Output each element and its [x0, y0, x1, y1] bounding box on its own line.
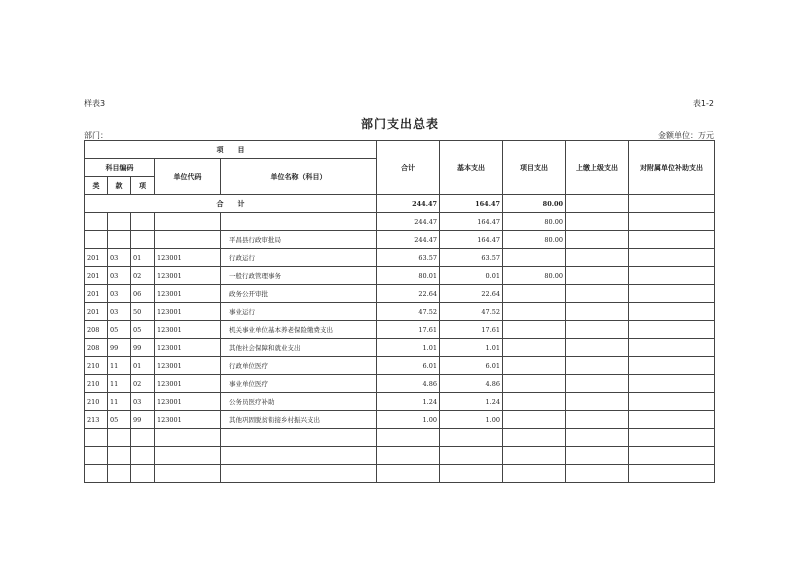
cell-total	[377, 429, 440, 447]
header-project: 项目支出	[503, 141, 566, 195]
cell-xiang: 02	[131, 375, 155, 393]
cell-subsidy	[629, 339, 715, 357]
cell-subsidy	[629, 231, 715, 249]
cell-subsidy	[629, 285, 715, 303]
cell-xiang: 99	[131, 411, 155, 429]
cell-unit-name	[221, 465, 377, 483]
cell-subsidy	[629, 267, 715, 285]
header-subject-code: 科目编码	[85, 159, 155, 177]
cell-subsidy	[629, 465, 715, 483]
cell-project	[503, 411, 566, 429]
cell-subsidy	[629, 321, 715, 339]
department-label: 部门：	[84, 131, 108, 140]
cell-total: 1.00	[377, 411, 440, 429]
cell-basic: 63.57	[440, 249, 503, 267]
cell-total	[377, 447, 440, 465]
table-header	[85, 141, 715, 195]
cell-xiang: 06	[131, 285, 155, 303]
cell-unit-code: 123001	[155, 411, 221, 429]
cell-unit-code	[155, 231, 221, 249]
table-row	[85, 267, 715, 285]
table-body	[85, 195, 715, 483]
cell-total	[377, 465, 440, 483]
cell-subsidy	[629, 429, 715, 447]
cell-total: 1.24	[377, 393, 440, 411]
cell-upper	[566, 249, 629, 267]
table-row	[85, 393, 715, 411]
table-row	[85, 411, 715, 429]
cell-upper	[566, 375, 629, 393]
cell-project	[503, 357, 566, 375]
cell-project: 80.00	[503, 213, 566, 231]
header-unit-code: 单位代码	[155, 159, 221, 195]
cell-basic: 0.01	[440, 267, 503, 285]
cell-kuan: 05	[108, 411, 131, 429]
cell-total: 4.86	[377, 375, 440, 393]
table-row	[85, 465, 715, 483]
cell-lei: 201	[85, 303, 108, 321]
cell-lei: 201	[85, 285, 108, 303]
table-row	[85, 285, 715, 303]
cell-lei: 210	[85, 393, 108, 411]
cell-total: 244.47	[377, 213, 440, 231]
cell-unit-name: 公务员医疗补助	[221, 393, 377, 411]
cell-unit-code	[155, 213, 221, 231]
cell-upper	[566, 267, 629, 285]
cell-project	[503, 429, 566, 447]
cell-basic	[440, 465, 503, 483]
cell-total: 17.61	[377, 321, 440, 339]
cell-unit-code: 123001	[155, 303, 221, 321]
cell-unit-name: 其他社会保障和就业支出	[221, 339, 377, 357]
cell-kuan	[108, 429, 131, 447]
cell-basic	[440, 447, 503, 465]
cell-xiang: 05	[131, 321, 155, 339]
cell-subsidy	[629, 357, 715, 375]
cell-total: 80.01	[377, 267, 440, 285]
cell-kuan: 05	[108, 321, 131, 339]
cell-lei	[85, 213, 108, 231]
total-row	[85, 195, 715, 213]
cell-upper	[566, 339, 629, 357]
total-cell-total: 244.47	[377, 195, 440, 213]
cell-kuan: 11	[108, 357, 131, 375]
cell-lei	[85, 447, 108, 465]
cell-kuan: 03	[108, 249, 131, 267]
cell-unit-name	[221, 447, 377, 465]
cell-total: 244.47	[377, 231, 440, 249]
cell-basic: 164.47	[440, 213, 503, 231]
cell-unit-name: 事业单位医疗	[221, 375, 377, 393]
cell-kuan	[108, 447, 131, 465]
cell-project: 80.00	[503, 267, 566, 285]
cell-upper	[566, 213, 629, 231]
cell-total: 47.52	[377, 303, 440, 321]
cell-upper	[566, 357, 629, 375]
header-lei: 类	[85, 177, 108, 195]
cell-kuan: 03	[108, 267, 131, 285]
cell-project	[503, 465, 566, 483]
cell-unit-code: 123001	[155, 339, 221, 357]
cell-unit-name	[221, 213, 377, 231]
table-number-label: 表1-2	[692, 99, 714, 108]
cell-total: 63.57	[377, 249, 440, 267]
cell-unit-code: 123001	[155, 393, 221, 411]
table-row	[85, 231, 715, 249]
cell-xiang	[131, 447, 155, 465]
cell-lei: 213	[85, 411, 108, 429]
cell-unit-name: 事业运行	[221, 303, 377, 321]
cell-subsidy	[629, 213, 715, 231]
header-upper: 上缴上级支出	[566, 141, 629, 195]
cell-lei	[85, 429, 108, 447]
cell-basic: 4.86	[440, 375, 503, 393]
cell-xiang	[131, 465, 155, 483]
cell-kuan: 03	[108, 303, 131, 321]
cell-lei: 201	[85, 267, 108, 285]
cell-unit-code: 123001	[155, 285, 221, 303]
table-row	[85, 213, 715, 231]
cell-unit-name: 其他巩固脱贫衔接乡村振兴支出	[221, 411, 377, 429]
cell-project	[503, 375, 566, 393]
cell-upper	[566, 321, 629, 339]
cell-xiang: 50	[131, 303, 155, 321]
cell-kuan	[108, 465, 131, 483]
cell-basic: 17.61	[440, 321, 503, 339]
header-total: 合计	[377, 141, 440, 195]
cell-basic: 47.52	[440, 303, 503, 321]
total-cell-subsidy	[629, 195, 715, 213]
page-title: 部门支出总表	[360, 117, 439, 131]
expenditure-table	[84, 140, 715, 483]
cell-xiang: 02	[131, 267, 155, 285]
table-row	[85, 339, 715, 357]
cell-unit-name: 行政单位医疗	[221, 357, 377, 375]
cell-unit-code: 123001	[155, 249, 221, 267]
cell-subsidy	[629, 447, 715, 465]
total-cell-project: 80.00	[503, 195, 566, 213]
cell-upper	[566, 447, 629, 465]
cell-project	[503, 447, 566, 465]
cell-project	[503, 393, 566, 411]
cell-total: 1.01	[377, 339, 440, 357]
cell-basic	[440, 429, 503, 447]
table-row	[85, 429, 715, 447]
cell-lei	[85, 231, 108, 249]
total-cell-upper	[566, 195, 629, 213]
cell-xiang: 99	[131, 339, 155, 357]
cell-unit-name: 政务公开审批	[221, 285, 377, 303]
cell-kuan	[108, 213, 131, 231]
cell-basic: 6.01	[440, 357, 503, 375]
cell-unit-code: 123001	[155, 375, 221, 393]
table-row	[85, 303, 715, 321]
sample-table-label: 样表3	[84, 99, 106, 108]
cell-project: 80.00	[503, 231, 566, 249]
cell-basic: 1.01	[440, 339, 503, 357]
cell-subsidy	[629, 303, 715, 321]
cell-kuan: 99	[108, 339, 131, 357]
cell-project	[503, 285, 566, 303]
cell-unit-name	[221, 429, 377, 447]
cell-total: 22.64	[377, 285, 440, 303]
cell-basic: 164.47	[440, 231, 503, 249]
table-row	[85, 321, 715, 339]
cell-basic: 1.00	[440, 411, 503, 429]
header-kuan: 款	[108, 177, 131, 195]
header-unit-name: 单位名称（科目）	[221, 159, 377, 195]
cell-unit-code	[155, 447, 221, 465]
cell-lei: 201	[85, 249, 108, 267]
cell-lei: 210	[85, 357, 108, 375]
cell-lei: 208	[85, 339, 108, 357]
currency-unit-label: 金额单位：万元	[658, 131, 714, 140]
cell-lei: 208	[85, 321, 108, 339]
cell-unit-code: 123001	[155, 321, 221, 339]
cell-kuan: 11	[108, 393, 131, 411]
cell-xiang	[131, 429, 155, 447]
cell-kuan: 11	[108, 375, 131, 393]
header-basic: 基本支出	[440, 141, 503, 195]
cell-unit-name: 机关事业单位基本养老保险缴费支出	[221, 321, 377, 339]
cell-xiang: 03	[131, 393, 155, 411]
cell-subsidy	[629, 375, 715, 393]
cell-xiang: 01	[131, 357, 155, 375]
header-subsidy: 对附属单位补助支出	[629, 141, 715, 195]
cell-unit-code	[155, 429, 221, 447]
total-label: 合 计	[85, 195, 377, 213]
cell-upper	[566, 231, 629, 249]
cell-project	[503, 249, 566, 267]
cell-upper	[566, 393, 629, 411]
cell-lei	[85, 465, 108, 483]
cell-subsidy	[629, 249, 715, 267]
cell-unit-name: 一般行政管理事务	[221, 267, 377, 285]
total-cell-basic: 164.47	[440, 195, 503, 213]
cell-xiang	[131, 231, 155, 249]
cell-subsidy	[629, 393, 715, 411]
table-row	[85, 375, 715, 393]
cell-basic: 22.64	[440, 285, 503, 303]
cell-upper	[566, 429, 629, 447]
table-row	[85, 249, 715, 267]
cell-total: 6.01	[377, 357, 440, 375]
cell-basic: 1.24	[440, 393, 503, 411]
cell-unit-name: 平昌县行政审批局	[221, 231, 377, 249]
cell-xiang: 01	[131, 249, 155, 267]
cell-upper	[566, 285, 629, 303]
cell-upper	[566, 303, 629, 321]
cell-subsidy	[629, 411, 715, 429]
header-item: 项 目	[85, 141, 377, 159]
table-row	[85, 357, 715, 375]
cell-project	[503, 339, 566, 357]
cell-unit-name: 行政运行	[221, 249, 377, 267]
table-row	[85, 447, 715, 465]
header-xiang: 项	[131, 177, 155, 195]
cell-kuan	[108, 231, 131, 249]
cell-kuan: 03	[108, 285, 131, 303]
cell-unit-code: 123001	[155, 357, 221, 375]
cell-project	[503, 321, 566, 339]
cell-upper	[566, 465, 629, 483]
cell-lei: 210	[85, 375, 108, 393]
cell-project	[503, 303, 566, 321]
cell-upper	[566, 411, 629, 429]
cell-unit-code	[155, 465, 221, 483]
cell-xiang	[131, 213, 155, 231]
cell-unit-code: 123001	[155, 267, 221, 285]
